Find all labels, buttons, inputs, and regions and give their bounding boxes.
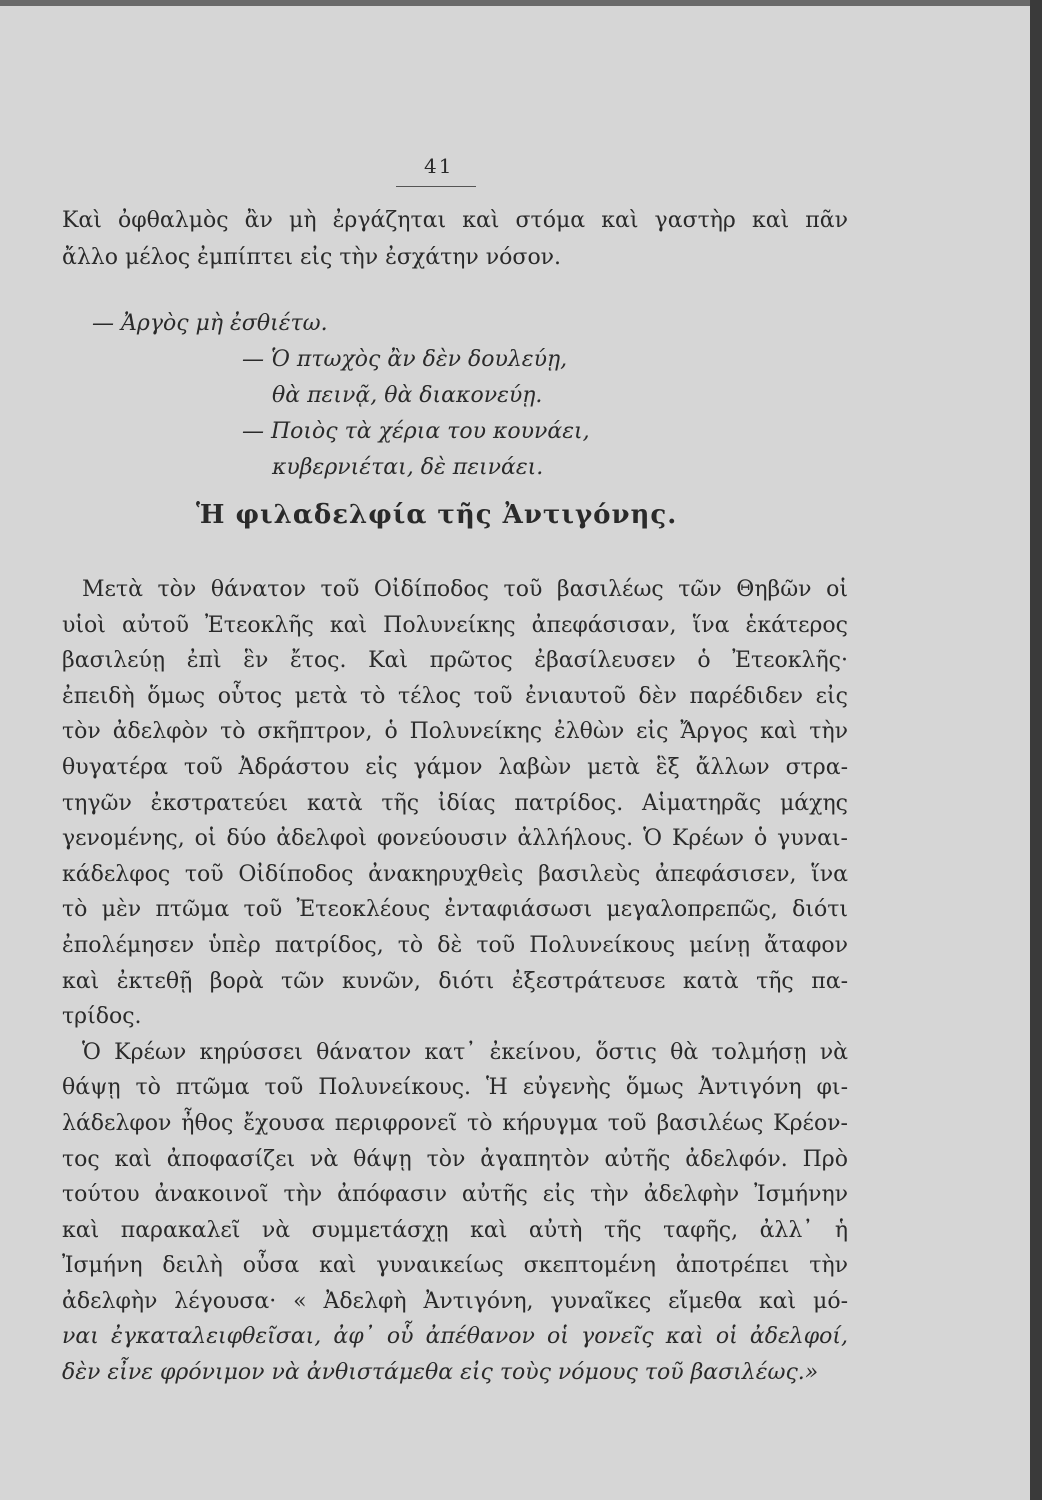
intro-paragraph <box>62 202 848 276</box>
text-line: ἀδελφὴν λέγουσα· « Ἀδελφὴ Ἀντιγόνη, γυναῖκες εἴμεθα καὶ μό- <box>62 1288 848 1314</box>
text-line: Ὁ Κρέων κηρύσσει θάνατον κατ᾿ ἐκείνου, ὅστις θὰ τολμήσῃ νὰ <box>82 1039 848 1065</box>
text-line: τηγῶν ἐκστρατεύει κατὰ τῆς ἰδίας πατρίδος. Αἱματηρᾶς μάχης <box>62 790 848 816</box>
verse-line: θὰ πεινᾷ, θὰ διακονεύῃ. <box>272 383 543 408</box>
verse-line: — Ὁ πτωχὸς ἂν δὲν δουλεύῃ, <box>242 347 568 372</box>
text-line: τρίδος. <box>62 1004 142 1030</box>
text-line: υἱοὶ αὐτοῦ Ἐτεοκλῆς καὶ Πολυνείκης ἀπεφάσισαν, ἵνα ἑκάτερος <box>62 612 848 638</box>
text-line: ναι ἐγκαταλειφθεῖσαι, ἀφ᾿ οὗ ἀπέθανον οἱ γονεῖς καὶ οἱ ἀδελφοί, <box>62 1324 848 1350</box>
text-line: Μετὰ τὸν θάνατον τοῦ Οἰδίποδος τοῦ βασιλέως τῶν Θηβῶν οἱ <box>82 577 848 602</box>
text-line: ἐπολέμησεν ὑπὲρ πατρίδος, τὸ δὲ τοῦ Πολυνείκους μείνῃ ἄταφον <box>62 932 848 958</box>
text-line: δὲν εἶνε φρόνιμον νὰ ἀνθιστάμεθα εἰς τοὺς νόμους τοῦ βασιλέως.» <box>62 1360 819 1386</box>
section-heading: Ἡ φιλαδελφία τῆς Ἀντιγόνης. <box>196 500 678 530</box>
text-line: θυγατέρα τοῦ Ἀδράστου εἰς γάμον λαβὼν μετὰ ἓξ ἄλλων στρα- <box>62 754 848 780</box>
verse-line: — Ποιὸς τὰ χέρια του κουνάει, <box>242 419 590 444</box>
text-line: τὸν ἀδελφὸν τὸ σκῆπτρον, ὁ Πολυνείκης ἐλθὼν εἰς Ἄργος καὶ τὴν <box>62 719 848 745</box>
text-line: θάψῃ τὸ πτῶμα τοῦ Πολυνείκους. Ἡ εὐγενὴς ὅμως Ἀντιγόνη φι- <box>62 1075 848 1101</box>
page-number: 41 <box>424 154 454 178</box>
story-text <box>62 572 848 1391</box>
text-line: τος καὶ ἀποφασίζει νὰ θάψῃ τὸν ἀγαπητὸν αὐτῆς ἀδελφόν. Πρὸ <box>62 1146 848 1172</box>
text-line: τούτου ἀνακοινοῖ τὴν ἀπόφασιν αὐτῆς εἰς τὴν ἀδελφὴν Ἰσμήνην <box>62 1182 848 1208</box>
text-line: Ἰσμήνη δειλὴ οὖσα καὶ γυναικείως σκεπτομένη ἀποτρέπει τὴν <box>62 1253 848 1279</box>
text-line: βασιλεύῃ ἐπὶ ἓν ἔτος. Καὶ πρῶτος ἐβασίλευσεν ὁ Ἐτεοκλῆς· <box>62 648 848 674</box>
book-page <box>0 6 1030 1500</box>
text-line: λάδελφον ἦθος ἔχουσα περιφρονεῖ τὸ κήρυγμα τοῦ βασιλέως Κρέον- <box>62 1110 848 1136</box>
text-line: γενομένης, οἱ δύο ἀδελφοὶ φονεύουσιν ἀλλήλους. Ὁ Κρέων ὁ γυναι- <box>62 826 848 852</box>
text-line: καὶ παρακαλεῖ νὰ συμμετάσχῃ καὶ αὐτὴ τῆς ταφῆς, ἀλλ᾿ ἡ <box>62 1217 848 1243</box>
verse-line: — Ἀργὸς μὴ ἐσθιέτω. <box>92 311 328 336</box>
text-line: ἄλλο μέλος ἐμπίπτει εἰς τὴν ἐσχάτην νόσον. <box>62 245 562 270</box>
page-number-rule <box>396 186 476 187</box>
text-line: τὸ μὲν πτῶμα τοῦ Ἐτεοκλέους ἐνταφιάσωσι μεγαλοπρεπῶς, διότι <box>62 897 848 923</box>
verse-line: κυβερνιέται, δὲ πεινάει. <box>272 455 544 480</box>
text-line: Καὶ ὀφθαλμὸς ἂν μὴ ἐργάζηται καὶ στόμα καὶ γαστὴρ καὶ πᾶν <box>62 208 848 233</box>
text-line: ἐπειδὴ ὅμως οὗτος μετὰ τὸ τέλος τοῦ ἐνιαυτοῦ δὲν παρέδιδεν εἰς <box>62 683 848 709</box>
text-line: κάδελφος τοῦ Οἰδίποδος ἀνακηρυχθεὶς βασιλεὺς ἀπεφάσισεν, ἵνα <box>62 861 848 887</box>
proverb-verse <box>92 306 792 486</box>
text-line: καὶ ἐκτεθῇ βορὰ τῶν κυνῶν, διότι ἐξεστράτευσε κατὰ τῆς πα- <box>62 968 848 994</box>
page-edge-shadow <box>1030 0 1042 1500</box>
